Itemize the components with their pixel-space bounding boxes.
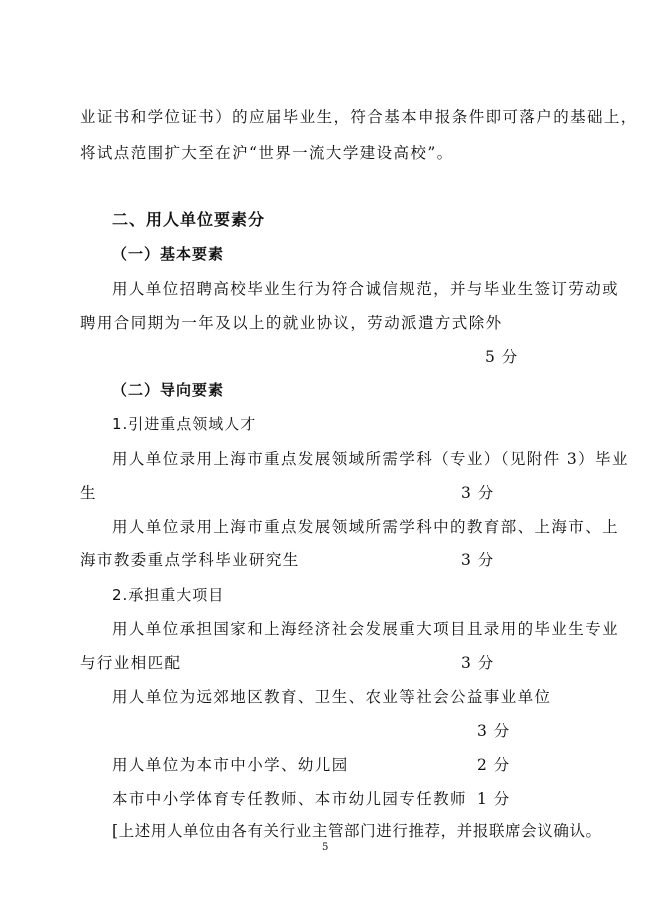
projects-item2-line1: 用人单位为远郊地区教育、卫生、农业等社会公益事业单位 <box>112 688 552 706</box>
projects-item2-score: 3 分 <box>477 722 511 740</box>
key-talent-item2-line1: 用人单位录用上海市重点发展领域所需学科中的教育部、上海市、上 <box>112 518 620 536</box>
projects-item4-score: 1 分 <box>477 790 511 808</box>
projects-item1-line2: 与行业相匹配 <box>80 654 182 672</box>
basic-line-2: 聘用合同期为一年及以上的就业协议，劳动派遣方式除外 <box>80 314 503 332</box>
subsection-heading-basic: （一）基本要素 <box>112 245 225 263</box>
basic-line-1: 用人单位招聘高校毕业生行为符合诚信规范，并与毕业生签订劳动或 <box>112 280 620 298</box>
key-talent-item1-score: 3 分 <box>461 484 495 502</box>
recommendation-note: [上述用人单位由各有关行业主管部门进行推荐，并报联席会议确认。 <box>112 822 602 840</box>
item-heading-major-projects: 2.承担重大项目 <box>112 586 225 604</box>
subsection-heading-guide: （二）导向要素 <box>112 381 225 399</box>
key-talent-item1-line2: 生 <box>80 484 97 502</box>
section-heading: 二、用人单位要素分 <box>112 210 266 229</box>
projects-item3-line1: 用人单位为本市中小学、幼儿园 <box>112 756 349 774</box>
projects-item3-score: 2 分 <box>477 756 511 774</box>
intro-line-2: 将试点范围扩大至在沪“世界一流大学建设高校”。 <box>80 144 454 162</box>
basic-score: 5 分 <box>485 348 519 366</box>
key-talent-item2-line2: 海市教委重点学科毕业研究生 <box>80 551 300 569</box>
projects-item1-line1: 用人单位承担国家和上海经济社会发展重大项目且录用的毕业生专业 <box>112 620 620 638</box>
projects-item1-score: 3 分 <box>461 654 495 672</box>
page-number: 5 <box>322 842 329 853</box>
item-heading-key-talent: 1.引进重点领域人才 <box>112 415 257 433</box>
key-talent-item2-score: 3 分 <box>461 551 495 569</box>
projects-item4-line1: 本市中小学体育专任教师、本市幼儿园专任教师 <box>112 790 467 808</box>
key-talent-item1-line1: 用人单位录用上海市重点发展领域所需学科（专业）（见附件 3）毕业 <box>112 450 629 468</box>
intro-line-1: 业证书和学位证书）的应届毕业生，符合基本申报条件即可落户的基础上， <box>80 108 638 126</box>
